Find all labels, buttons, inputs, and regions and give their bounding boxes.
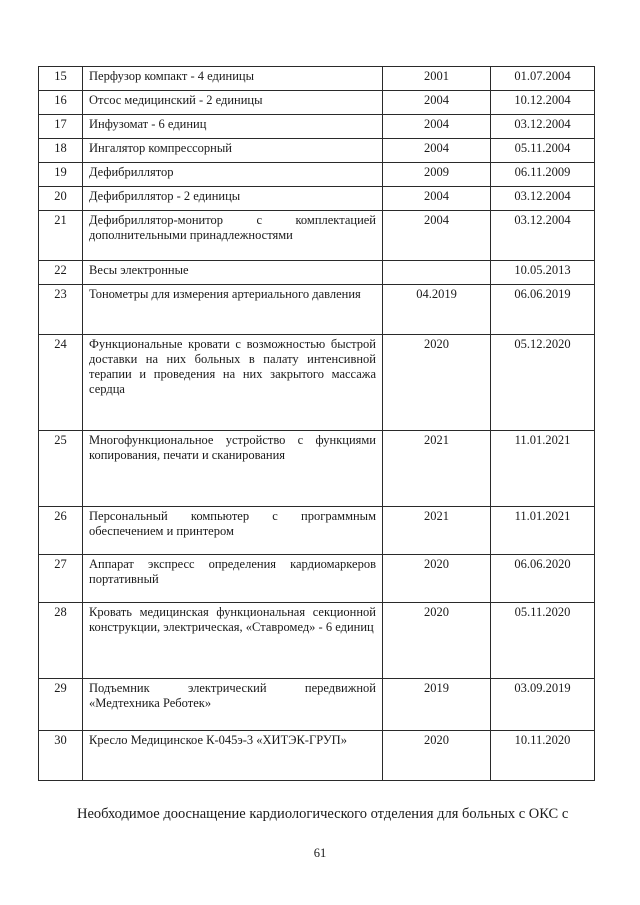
equipment-year: 2004 [383,139,491,163]
equipment-name: Весы электронные [83,261,383,285]
table-row [39,139,595,163]
row-number: 23 [39,285,83,335]
row-number: 16 [39,91,83,115]
equipment-year: 2009 [383,163,491,187]
table-row [39,731,595,781]
commission-date: 06.11.2009 [491,163,595,187]
table-row [39,679,595,731]
row-number: 20 [39,187,83,211]
equipment-year: 2001 [383,67,491,91]
equipment-year: 2020 [383,603,491,679]
commission-date: 10.05.2013 [491,261,595,285]
equipment-name: Перфузор компакт - 4 единицы [83,67,383,91]
equipment-year: 04.2019 [383,285,491,335]
page-number: 61 [313,846,327,860]
commission-date: 06.06.2020 [491,555,595,603]
commission-date: 05.11.2004 [491,139,595,163]
equipment-year: 2021 [383,431,491,507]
commission-date: 11.01.2021 [491,431,595,507]
table-row [39,603,595,679]
row-number: 25 [39,431,83,507]
commission-date: 05.11.2020 [491,603,595,679]
table-row [39,431,595,507]
equipment-name: Кровать медицинская функциональная секционной конструкции, электрическая, «Ставромед» - 6 единиц [83,603,383,679]
row-number: 19 [39,163,83,187]
table-row [39,163,595,187]
equipment-year: 2004 [383,115,491,139]
commission-date: 01.07.2004 [491,67,595,91]
row-number: 22 [39,261,83,285]
commission-date: 05.12.2020 [491,335,595,431]
equipment-year: 2020 [383,555,491,603]
table-row [39,91,595,115]
row-number: 21 [39,211,83,261]
equipment-name: Многофункциональное устройство с функциями копирования, печати и сканирования [83,431,383,507]
row-number: 28 [39,603,83,679]
commission-date: 10.11.2020 [491,731,595,781]
row-number: 27 [39,555,83,603]
row-number: 26 [39,507,83,555]
table-row [39,67,595,91]
row-number: 18 [39,139,83,163]
row-number: 30 [39,731,83,781]
equipment-name: Тонометры для измерения артериального давления [83,285,383,335]
row-number: 17 [39,115,83,139]
commission-date: 03.09.2019 [491,679,595,731]
equipment-year: 2004 [383,211,491,261]
equipment-name: Кресло Медицинское К-045э-3 «ХИТЭК-ГРУП» [83,731,383,781]
commission-date: 03.12.2004 [491,211,595,261]
equipment-name: Подъемник электрический передвижной «Медтехника Реботек» [83,679,383,731]
equipment-name: Персональный компьютер с программным обеспечением и принтером [83,507,383,555]
section-heading-text: Необходимое дооснащение кардиологического отделения для больных с ОКС с [77,806,569,822]
row-number: 29 [39,679,83,731]
equipment-name: Дефибриллятор [83,163,383,187]
commission-date: 03.12.2004 [491,115,595,139]
table-row [39,187,595,211]
equipment-name: Ингалятор компрессорный [83,139,383,163]
commission-date: 10.12.2004 [491,91,595,115]
equipment-name: Функциональные кровати с возможностью быстрой доставки на них больных в палату интенсивной терапии и проведения на них закрытого массажа сердца [83,335,383,431]
equipment-year: 2004 [383,91,491,115]
table-row [39,335,595,431]
table-row [39,507,595,555]
table-row [39,261,595,285]
row-number: 24 [39,335,83,431]
equipment-year: 2020 [383,335,491,431]
equipment-table [38,66,595,781]
equipment-name: Дефибриллятор - 2 единицы [83,187,383,211]
table-row [39,115,595,139]
table-row [39,285,595,335]
table-row [39,555,595,603]
row-number: 15 [39,67,83,91]
commission-date: 11.01.2021 [491,507,595,555]
equipment-year [383,261,491,285]
equipment-name: Аппарат экспресс определения кардиомаркеров портативный [83,555,383,603]
table-row [39,211,595,261]
commission-date: 03.12.2004 [491,187,595,211]
equipment-name: Инфузомат - 6 единиц [83,115,383,139]
commission-date: 06.06.2019 [491,285,595,335]
equipment-year: 2021 [383,507,491,555]
equipment-table-body [39,67,595,781]
equipment-name: Отсос медицинский - 2 единицы [83,91,383,115]
equipment-name: Дефибриллятор-монитор с комплектацией дополнительными принадлежностями [83,211,383,261]
equipment-year: 2019 [383,679,491,731]
equipment-year: 2020 [383,731,491,781]
equipment-year: 2004 [383,187,491,211]
